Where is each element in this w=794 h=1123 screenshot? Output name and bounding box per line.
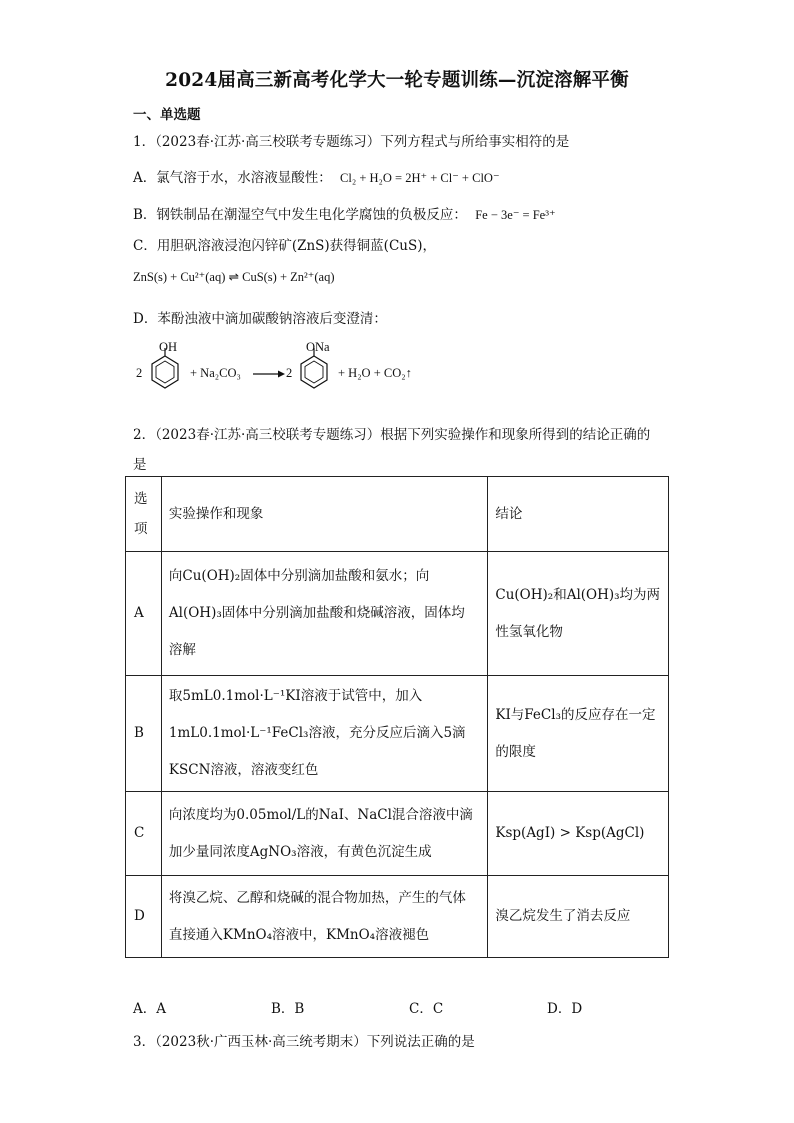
row-conclusion-line: 性氢氧化物 [495,623,563,640]
section-heading: 一、单选题 [133,107,201,123]
row-operation-line: 直接通入KMnO₄溶液中，KMnO₄溶液褪色 [168,926,430,943]
q1-option-b [133,203,556,223]
row-conclusion [488,876,669,958]
d-coef-1: 2 [136,366,143,380]
q3-stem: 3．（2023秋·广西玉林·高三统考期末）下列说法正确的是 [133,1034,475,1050]
q2-choice-d: D．D [547,1001,583,1017]
row-operation [161,676,487,792]
q1-option-a [133,166,500,186]
row-operation-line: Al(OH)₃固体中分别滴加盐酸和烧碱溶液，固体均 [168,605,465,621]
d-products: + H₂O + CO₂↑ [338,366,412,380]
row-option: B [126,676,162,792]
phenol-oh-label: OH [159,340,178,354]
row-conclusion-line: Cu(OH)₂和Al(OH)₃均为两 [495,586,661,603]
q2-choice-c: C．C [409,1001,444,1017]
row-operation-line: KSCN溶液，溶液变红色 [168,762,319,778]
header-option [126,477,162,552]
row-operation-line: 加少量同浓度AgNO₃溶液，有黄色沉淀生成 [168,843,432,860]
row-conclusion-line: 溴乙烷发生了消去反应 [495,908,631,924]
q1-option-a-text: A．氯气溶于水，水溶液显酸性： [133,170,332,186]
header-option-label: 选项 [134,491,148,537]
page-title: 2024届高三新高考化学大一轮专题训练—沉淀溶解平衡 [165,70,629,91]
q1-stem: 1．（2023春·江苏·高三校联考专题练习）下列方程式与所给事实相符的是 [133,134,570,150]
q1-option-b-text: B．钢铁制品在潮湿空气中发生电化学腐蚀的负极反应： [133,207,467,223]
row-operation-line: 溶解 [168,642,196,658]
table-header-row [126,477,669,552]
row-conclusion-line: KI与FeCl₃的反应存在一定 [495,706,656,723]
row-operation [161,792,487,876]
row-conclusion [488,552,669,676]
q1-option-c-equation: ZnS(s) + Cu²⁺(aq) ⇌ CuS(s) + Zn²⁺(aq) [133,270,335,284]
q1-option-a-equation: Cl₂ + H₂O = 2H⁺ + Cl⁻ + ClO⁻ [340,171,500,185]
row-operation-line: 向浓度均为0.05mol/L的NaI、NaCl混合溶液中滴 [168,806,473,823]
reaction-arrow-icon [252,368,286,380]
row-operation-line: 取5mL0.1mol·L⁻¹KI溶液于试管中，加入 [168,688,423,704]
row-operation-line: 向Cu(OH)₂固体中分别滴加盐酸和氨水；向 [168,568,430,584]
table-row [126,676,669,792]
row-conclusion [488,792,669,876]
d-coef-2: 2 [286,366,293,380]
q1-option-c-text: C．用胆矾溶液浸泡闪锌矿(ZnS)获得铜蓝(CuS)， [133,238,436,254]
row-option: A [126,552,162,676]
row-option: D [126,876,162,958]
header-conclusion: 结论 [488,477,669,552]
row-option: C [126,792,162,876]
table-row [126,792,669,876]
row-operation [161,876,487,958]
d-reagent: + Na₂CO₃ [190,366,241,380]
row-operation-line: 将溴乙烷、乙醇和烧碱的混合物加热，产生的气体 [168,889,466,906]
q2-choice-a: A．A [133,1001,166,1017]
row-conclusion [488,676,669,792]
row-conclusion-line: Ksp(AgI) > Ksp(AgCl) [495,825,645,841]
q2-stem-line1: 2．（2023春·江苏·高三校联考专题练习）根据下列实验操作和现象所得到的结论正确的 [133,427,651,443]
table-row [126,876,669,958]
q2-stem-line2: 是 [133,457,147,473]
row-operation-line: 1mL0.1mol·L⁻¹FeCl₃溶液，充分反应后滴入5滴 [168,725,466,741]
q1-option-b-equation: Fe − 3e⁻ = Fe³⁺ [475,208,556,222]
q1-option-d-text: D．苯酚浊液中滴加碳酸钠溶液后变澄清： [133,311,387,327]
phenoxide-ona-label: ONa [306,340,330,354]
q2-table [125,476,669,958]
q2-choice-b: B．B [271,1001,305,1017]
row-operation [161,552,487,676]
header-operation: 实验操作和现象 [161,477,487,552]
row-conclusion-line: 的限度 [495,743,536,760]
table-row [126,552,669,676]
